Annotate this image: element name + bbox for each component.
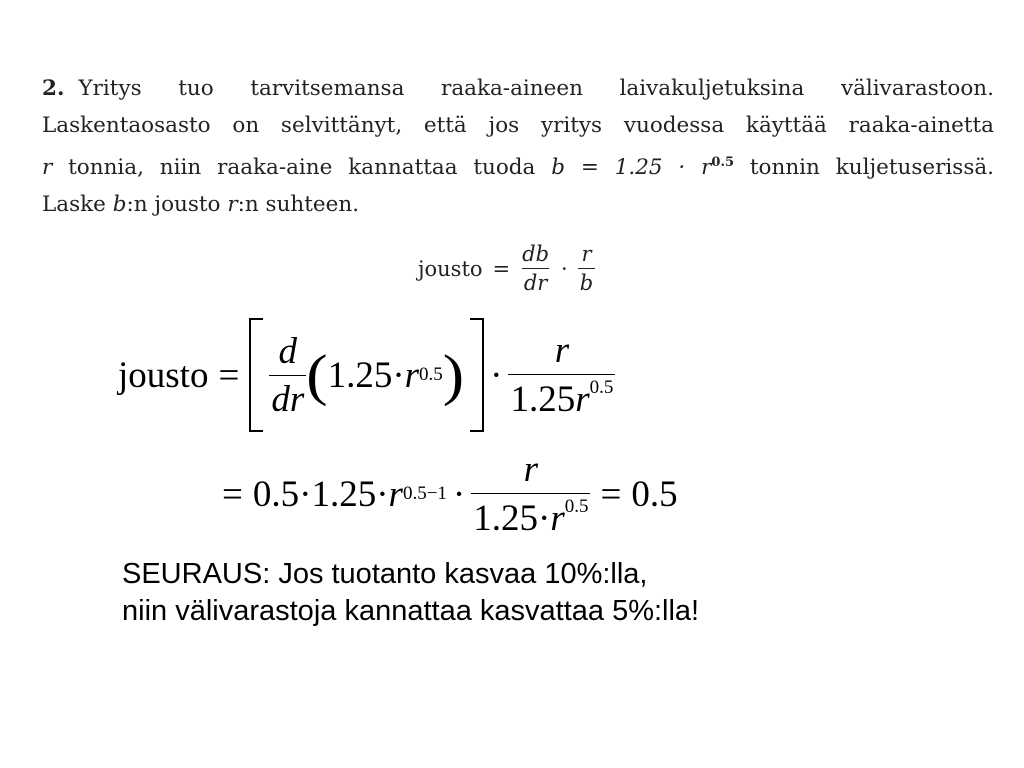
result-value: 0.5: [631, 473, 678, 515]
right-bracket: [470, 318, 484, 432]
inline-formula: b = 1.25 · r: [551, 155, 712, 180]
conclusion-line-2: niin välivarastoja kannattaa kasvattaa 5%:lla!: [122, 595, 700, 627]
problem-line-2: Laskentaosasto on selvittänyt, että jos yritys vuodessa käyttää raaka-ainetta: [42, 113, 994, 138]
left-bracket: [249, 318, 263, 432]
problem-number: 2.: [42, 76, 65, 101]
ratio-fraction: $\frac{r}{b}$: [579, 242, 594, 295]
problem-line-1: 2. Yritys tuo tarvitsemansa raaka-aineen laivakuljetuksina välivarastoon.: [42, 76, 994, 101]
derivation-line-1: jousto = $\frac{d}{dr}$ ( 1.25· r 0.5 ) · $\frac{r}{1.25r^{0.5}}$: [118, 318, 615, 432]
ratio-fraction-1: $\frac{r}{1.25r^{0.5}}$: [510, 330, 614, 420]
d-dr-operator: $\frac{d}{dr}$: [271, 330, 305, 420]
problem-line-4: Laske b:n jousto r:n suhteen.: [42, 192, 360, 217]
problem-line-3: r tonnia, niin raaka-aine kannattaa tuoda $b = 1.25 \cdot r^{0.5}$ tonnin kuljetuserissä.: [42, 155, 994, 180]
problem-statement: [42, 70, 994, 223]
derivation-line-2: = 0.5·1.25· r 0.5−1 · $\frac{r}{1.25\cdot r^{0.5}}$ = 0.5: [222, 449, 678, 539]
conclusion-line-1: SEURAUS: Jos tuotanto kasvaa 10%:lla,: [122, 558, 648, 590]
elasticity-definition: jousto = $\frac{db}{dr}$ · $\frac{r}{b}$: [418, 242, 594, 295]
ratio-fraction-2: $\frac{r}{1.25\cdot r^{0.5}}$: [473, 449, 589, 539]
derivative-fraction: $\frac{db}{dr}$: [522, 242, 550, 295]
conclusion-text: [122, 556, 699, 630]
